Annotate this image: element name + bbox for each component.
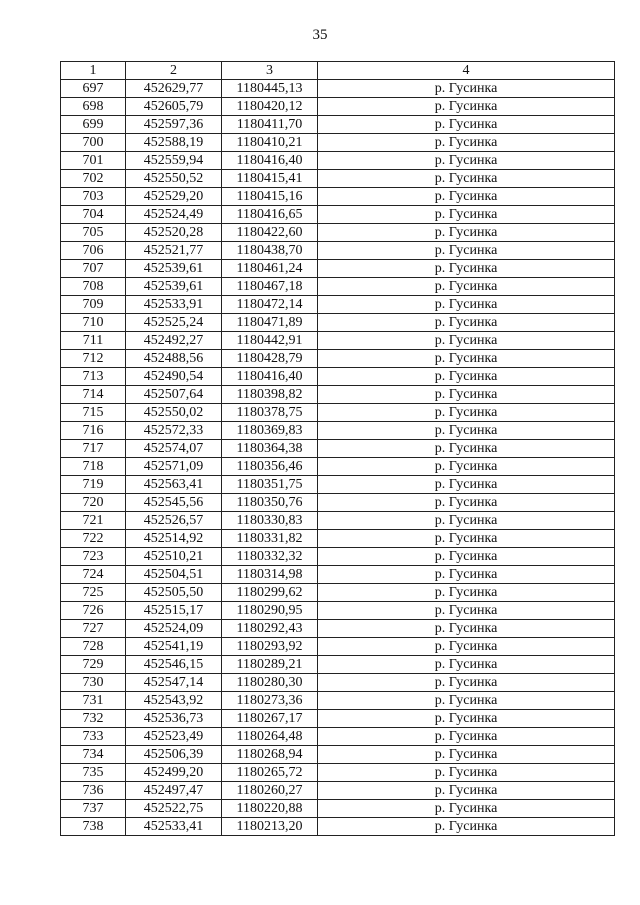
y-coordinate-cell: 1180416,40	[222, 152, 318, 170]
x-coordinate-cell: 452574,07	[126, 440, 222, 458]
x-coordinate-cell: 452546,15	[126, 656, 222, 674]
y-coordinate-cell: 1180415,16	[222, 188, 318, 206]
x-coordinate-cell: 452533,41	[126, 818, 222, 836]
description-cell: р. Гусинка	[318, 692, 615, 710]
y-coordinate-cell: 1180438,70	[222, 242, 318, 260]
point-number-cell: 708	[61, 278, 126, 296]
description-cell: р. Гусинка	[318, 476, 615, 494]
x-coordinate-cell: 452536,73	[126, 710, 222, 728]
x-coordinate-cell: 452559,94	[126, 152, 222, 170]
x-coordinate-cell: 452504,51	[126, 566, 222, 584]
y-coordinate-cell: 1180411,70	[222, 116, 318, 134]
point-number-cell: 720	[61, 494, 126, 512]
description-cell: р. Гусинка	[318, 422, 615, 440]
y-coordinate-cell: 1180445,13	[222, 80, 318, 98]
description-cell: р. Гусинка	[318, 278, 615, 296]
table-row	[61, 548, 615, 566]
x-coordinate-cell: 452510,21	[126, 548, 222, 566]
y-coordinate-cell: 1180420,12	[222, 98, 318, 116]
y-coordinate-cell: 1180369,83	[222, 422, 318, 440]
point-number-cell: 718	[61, 458, 126, 476]
table-row	[61, 674, 615, 692]
y-coordinate-cell: 1180220,88	[222, 800, 318, 818]
y-coordinate-cell: 1180267,17	[222, 710, 318, 728]
table-row	[61, 152, 615, 170]
y-coordinate-cell: 1180293,92	[222, 638, 318, 656]
table-row	[61, 80, 615, 98]
y-coordinate-cell: 1180410,21	[222, 134, 318, 152]
point-number-cell: 738	[61, 818, 126, 836]
y-coordinate-cell: 1180265,72	[222, 764, 318, 782]
coordinates-table	[60, 61, 615, 836]
x-coordinate-cell: 452588,19	[126, 134, 222, 152]
table-row	[61, 782, 615, 800]
x-coordinate-cell: 452572,33	[126, 422, 222, 440]
table-row	[61, 98, 615, 116]
description-cell: р. Гусинка	[318, 638, 615, 656]
description-cell: р. Гусинка	[318, 512, 615, 530]
table-row	[61, 584, 615, 602]
point-number-cell: 727	[61, 620, 126, 638]
y-coordinate-cell: 1180331,82	[222, 530, 318, 548]
description-cell: р. Гусинка	[318, 314, 615, 332]
point-number-cell: 730	[61, 674, 126, 692]
point-number-cell: 706	[61, 242, 126, 260]
description-cell: р. Гусинка	[318, 296, 615, 314]
x-coordinate-cell: 452523,49	[126, 728, 222, 746]
description-cell: р. Гусинка	[318, 242, 615, 260]
table-row	[61, 620, 615, 638]
description-cell: р. Гусинка	[318, 818, 615, 836]
x-coordinate-cell: 452524,49	[126, 206, 222, 224]
y-coordinate-cell: 1180213,20	[222, 818, 318, 836]
description-cell: р. Гусинка	[318, 350, 615, 368]
table-row	[61, 710, 615, 728]
description-cell: р. Гусинка	[318, 368, 615, 386]
table-row	[61, 818, 615, 836]
x-coordinate-cell: 452506,39	[126, 746, 222, 764]
x-coordinate-cell: 452550,02	[126, 404, 222, 422]
table-row	[61, 530, 615, 548]
table-row	[61, 692, 615, 710]
point-number-cell: 725	[61, 584, 126, 602]
x-coordinate-cell: 452524,09	[126, 620, 222, 638]
description-cell: р. Гусинка	[318, 620, 615, 638]
column-header: 3	[222, 62, 318, 80]
x-coordinate-cell: 452497,47	[126, 782, 222, 800]
point-number-cell: 704	[61, 206, 126, 224]
y-coordinate-cell: 1180299,62	[222, 584, 318, 602]
y-coordinate-cell: 1180260,27	[222, 782, 318, 800]
point-number-cell: 700	[61, 134, 126, 152]
description-cell: р. Гусинка	[318, 152, 615, 170]
x-coordinate-cell: 452543,92	[126, 692, 222, 710]
x-coordinate-cell: 452525,24	[126, 314, 222, 332]
description-cell: р. Гусинка	[318, 458, 615, 476]
description-cell: р. Гусинка	[318, 224, 615, 242]
y-coordinate-cell: 1180442,91	[222, 332, 318, 350]
table-header-row	[61, 62, 615, 80]
point-number-cell: 732	[61, 710, 126, 728]
table-row	[61, 764, 615, 782]
x-coordinate-cell: 452521,77	[126, 242, 222, 260]
description-cell: р. Гусинка	[318, 602, 615, 620]
table-row	[61, 638, 615, 656]
point-number-cell: 723	[61, 548, 126, 566]
point-number-cell: 712	[61, 350, 126, 368]
point-number-cell: 709	[61, 296, 126, 314]
point-number-cell: 736	[61, 782, 126, 800]
table-row	[61, 332, 615, 350]
point-number-cell: 705	[61, 224, 126, 242]
point-number-cell: 729	[61, 656, 126, 674]
description-cell: р. Гусинка	[318, 404, 615, 422]
table-row	[61, 602, 615, 620]
description-cell: р. Гусинка	[318, 134, 615, 152]
table-row	[61, 296, 615, 314]
table-row	[61, 800, 615, 818]
column-header: 2	[126, 62, 222, 80]
point-number-cell: 711	[61, 332, 126, 350]
y-coordinate-cell: 1180351,75	[222, 476, 318, 494]
y-coordinate-cell: 1180471,89	[222, 314, 318, 332]
x-coordinate-cell: 452488,56	[126, 350, 222, 368]
description-cell: р. Гусинка	[318, 764, 615, 782]
y-coordinate-cell: 1180356,46	[222, 458, 318, 476]
y-coordinate-cell: 1180273,36	[222, 692, 318, 710]
description-cell: р. Гусинка	[318, 746, 615, 764]
y-coordinate-cell: 1180289,21	[222, 656, 318, 674]
description-cell: р. Гусинка	[318, 206, 615, 224]
x-coordinate-cell: 452520,28	[126, 224, 222, 242]
table-row	[61, 368, 615, 386]
table-row	[61, 350, 615, 368]
description-cell: р. Гусинка	[318, 98, 615, 116]
table-row	[61, 440, 615, 458]
point-number-cell: 714	[61, 386, 126, 404]
point-number-cell: 707	[61, 260, 126, 278]
x-coordinate-cell: 452505,50	[126, 584, 222, 602]
y-coordinate-cell: 1180364,38	[222, 440, 318, 458]
point-number-cell: 716	[61, 422, 126, 440]
description-cell: р. Гусинка	[318, 710, 615, 728]
x-coordinate-cell: 452597,36	[126, 116, 222, 134]
table-row	[61, 206, 615, 224]
description-cell: р. Гусинка	[318, 116, 615, 134]
table-row	[61, 566, 615, 584]
point-number-cell: 715	[61, 404, 126, 422]
x-coordinate-cell: 452533,91	[126, 296, 222, 314]
table-row	[61, 476, 615, 494]
x-coordinate-cell: 452514,92	[126, 530, 222, 548]
table-row	[61, 134, 615, 152]
point-number-cell: 701	[61, 152, 126, 170]
table-row	[61, 116, 615, 134]
description-cell: р. Гусинка	[318, 80, 615, 98]
point-number-cell: 735	[61, 764, 126, 782]
description-cell: р. Гусинка	[318, 260, 615, 278]
point-number-cell: 724	[61, 566, 126, 584]
table-row	[61, 260, 615, 278]
table-row	[61, 386, 615, 404]
table-row	[61, 242, 615, 260]
description-cell: р. Гусинка	[318, 656, 615, 674]
point-number-cell: 722	[61, 530, 126, 548]
description-cell: р. Гусинка	[318, 782, 615, 800]
description-cell: р. Гусинка	[318, 548, 615, 566]
x-coordinate-cell: 452550,52	[126, 170, 222, 188]
point-number-cell: 698	[61, 98, 126, 116]
point-number-cell: 734	[61, 746, 126, 764]
description-cell: р. Гусинка	[318, 584, 615, 602]
point-number-cell: 721	[61, 512, 126, 530]
y-coordinate-cell: 1180416,65	[222, 206, 318, 224]
y-coordinate-cell: 1180472,14	[222, 296, 318, 314]
x-coordinate-cell: 452541,19	[126, 638, 222, 656]
table-row	[61, 314, 615, 332]
table-row	[61, 458, 615, 476]
x-coordinate-cell: 452507,64	[126, 386, 222, 404]
column-header: 1	[61, 62, 126, 80]
y-coordinate-cell: 1180314,98	[222, 566, 318, 584]
table-row	[61, 278, 615, 296]
table-row	[61, 224, 615, 242]
y-coordinate-cell: 1180467,18	[222, 278, 318, 296]
table-row	[61, 494, 615, 512]
table-row	[61, 728, 615, 746]
description-cell: р. Гусинка	[318, 188, 615, 206]
point-number-cell: 737	[61, 800, 126, 818]
y-coordinate-cell: 1180428,79	[222, 350, 318, 368]
y-coordinate-cell: 1180461,24	[222, 260, 318, 278]
x-coordinate-cell: 452529,20	[126, 188, 222, 206]
column-header: 4	[318, 62, 615, 80]
y-coordinate-cell: 1180290,95	[222, 602, 318, 620]
point-number-cell: 733	[61, 728, 126, 746]
point-number-cell: 702	[61, 170, 126, 188]
x-coordinate-cell: 452547,14	[126, 674, 222, 692]
y-coordinate-cell: 1180332,32	[222, 548, 318, 566]
point-number-cell: 731	[61, 692, 126, 710]
x-coordinate-cell: 452629,77	[126, 80, 222, 98]
x-coordinate-cell: 452499,20	[126, 764, 222, 782]
point-number-cell: 726	[61, 602, 126, 620]
x-coordinate-cell: 452545,56	[126, 494, 222, 512]
x-coordinate-cell: 452490,54	[126, 368, 222, 386]
description-cell: р. Гусинка	[318, 170, 615, 188]
y-coordinate-cell: 1180422,60	[222, 224, 318, 242]
y-coordinate-cell: 1180292,43	[222, 620, 318, 638]
y-coordinate-cell: 1180268,94	[222, 746, 318, 764]
point-number-cell: 699	[61, 116, 126, 134]
page-number: 35	[312, 27, 328, 43]
description-cell: р. Гусинка	[318, 440, 615, 458]
y-coordinate-cell: 1180398,82	[222, 386, 318, 404]
table-row	[61, 170, 615, 188]
table-body	[61, 80, 615, 836]
point-number-cell: 728	[61, 638, 126, 656]
table-row	[61, 422, 615, 440]
description-cell: р. Гусинка	[318, 566, 615, 584]
point-number-cell: 713	[61, 368, 126, 386]
x-coordinate-cell: 452526,57	[126, 512, 222, 530]
x-coordinate-cell: 452522,75	[126, 800, 222, 818]
point-number-cell: 710	[61, 314, 126, 332]
y-coordinate-cell: 1180415,41	[222, 170, 318, 188]
y-coordinate-cell: 1180280,30	[222, 674, 318, 692]
table-row	[61, 404, 615, 422]
description-cell: р. Гусинка	[318, 800, 615, 818]
description-cell: р. Гусинка	[318, 530, 615, 548]
table-row	[61, 656, 615, 674]
x-coordinate-cell: 452605,79	[126, 98, 222, 116]
x-coordinate-cell: 452563,41	[126, 476, 222, 494]
description-cell: р. Гусинка	[318, 332, 615, 350]
description-cell: р. Гусинка	[318, 386, 615, 404]
point-number-cell: 697	[61, 80, 126, 98]
description-cell: р. Гусинка	[318, 728, 615, 746]
y-coordinate-cell: 1180264,48	[222, 728, 318, 746]
point-number-cell: 719	[61, 476, 126, 494]
table-row	[61, 746, 615, 764]
description-cell: р. Гусинка	[318, 674, 615, 692]
description-cell: р. Гусинка	[318, 494, 615, 512]
x-coordinate-cell: 452539,61	[126, 278, 222, 296]
x-coordinate-cell: 452515,17	[126, 602, 222, 620]
x-coordinate-cell: 452571,09	[126, 458, 222, 476]
y-coordinate-cell: 1180378,75	[222, 404, 318, 422]
point-number-cell: 703	[61, 188, 126, 206]
x-coordinate-cell: 452539,61	[126, 260, 222, 278]
y-coordinate-cell: 1180416,40	[222, 368, 318, 386]
point-number-cell: 717	[61, 440, 126, 458]
x-coordinate-cell: 452492,27	[126, 332, 222, 350]
table-row	[61, 512, 615, 530]
y-coordinate-cell: 1180330,83	[222, 512, 318, 530]
table-row	[61, 188, 615, 206]
y-coordinate-cell: 1180350,76	[222, 494, 318, 512]
